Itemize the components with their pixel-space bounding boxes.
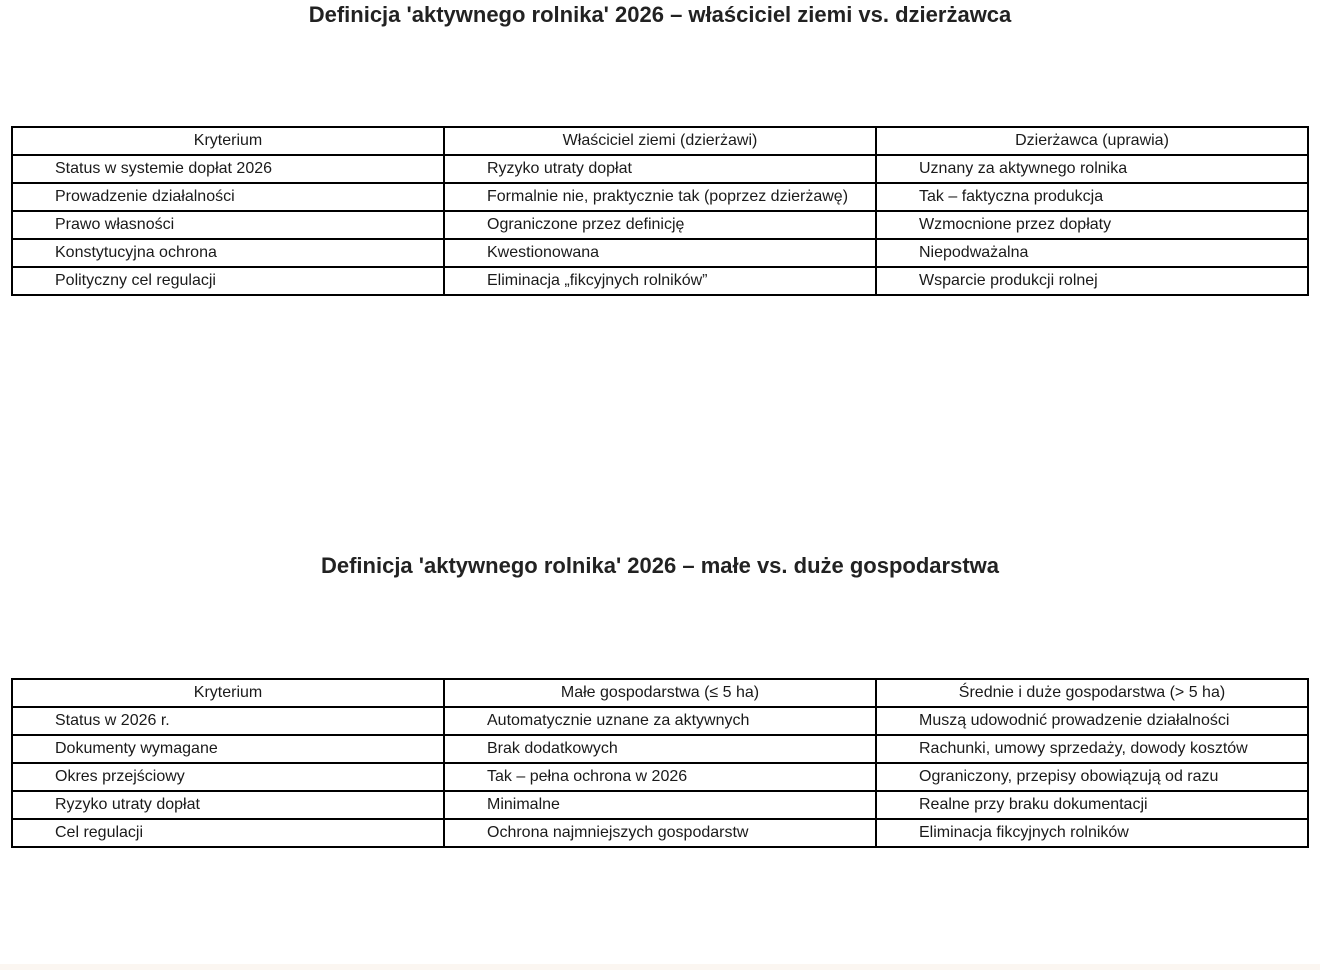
column-header-small-farms: Małe gospodarstwa (≤ 5 ha) xyxy=(444,679,876,707)
table-cell: Tak – faktyczna produkcja xyxy=(876,183,1308,211)
table-cell: Okres przejściowy xyxy=(12,763,444,791)
table-row xyxy=(12,267,1308,295)
column-header-tenant: Dzierżawca (uprawia) xyxy=(876,127,1308,155)
table-row xyxy=(12,183,1308,211)
table-cell: Realne przy braku dokumentacji xyxy=(876,791,1308,819)
table-cell: Status w 2026 r. xyxy=(12,707,444,735)
table-cell: Dokumenty wymagane xyxy=(12,735,444,763)
comparison-table-landowner-vs-tenant xyxy=(11,126,1309,296)
table-cell: Polityczny cel regulacji xyxy=(12,267,444,295)
table-cell: Ryzyko utraty dopłat xyxy=(12,791,444,819)
table-cell: Prawo własności xyxy=(12,211,444,239)
table-header-row xyxy=(12,679,1308,707)
table-cell: Konstytucyjna ochrona xyxy=(12,239,444,267)
column-header-landowner: Właściciel ziemi (dzierżawi) xyxy=(444,127,876,155)
table-row xyxy=(12,735,1308,763)
table-cell: Ryzyko utraty dopłat xyxy=(444,155,876,183)
table-cell: Minimalne xyxy=(444,791,876,819)
table-row xyxy=(12,155,1308,183)
table-cell: Prowadzenie działalności xyxy=(12,183,444,211)
page-bottom-strip xyxy=(0,964,1320,970)
table-row xyxy=(12,211,1308,239)
table-title-small-vs-large-farms: Definicja 'aktywnego rolnika' 2026 – małe vs. duże gospodarstwa xyxy=(320,553,1000,578)
table-cell: Ograniczony, przepisy obowiązują od razu xyxy=(876,763,1308,791)
table-row xyxy=(12,819,1308,847)
table-row xyxy=(12,707,1308,735)
table-cell: Eliminacja fikcyjnych rolników xyxy=(876,819,1308,847)
table-cell: Eliminacja „fikcyjnych rolników” xyxy=(444,267,876,295)
comparison-table-small-vs-large-farms xyxy=(11,678,1309,848)
table-cell: Uznany za aktywnego rolnika xyxy=(876,155,1308,183)
table-row xyxy=(12,791,1308,819)
table-row xyxy=(12,239,1308,267)
table-cell: Ochrona najmniejszych gospodarstw xyxy=(444,819,876,847)
table-cell: Rachunki, umowy sprzedaży, dowody kosztów xyxy=(876,735,1308,763)
table-cell: Cel regulacji xyxy=(12,819,444,847)
column-header-criterion: Kryterium xyxy=(12,679,444,707)
column-header-large-farms: Średnie i duże gospodarstwa (> 5 ha) xyxy=(876,679,1308,707)
table-cell: Muszą udowodnić prowadzenie działalności xyxy=(876,707,1308,735)
table-cell: Wzmocnione przez dopłaty xyxy=(876,211,1308,239)
table-title-landowner-vs-tenant: Definicja 'aktywnego rolnika' 2026 – właściciel ziemi vs. dzierżawca xyxy=(308,2,1012,27)
table-cell: Tak – pełna ochrona w 2026 xyxy=(444,763,876,791)
table-row xyxy=(12,763,1308,791)
table-cell: Ograniczone przez definicję xyxy=(444,211,876,239)
table-cell: Status w systemie dopłat 2026 xyxy=(12,155,444,183)
table-cell: Formalnie nie, praktycznie tak (poprzez dzierżawę) xyxy=(444,183,876,211)
table-cell: Automatycznie uznane za aktywnych xyxy=(444,707,876,735)
table-cell: Brak dodatkowych xyxy=(444,735,876,763)
column-header-criterion: Kryterium xyxy=(12,127,444,155)
table-header-row xyxy=(12,127,1308,155)
table-cell: Kwestionowana xyxy=(444,239,876,267)
table-cell: Niepodważalna xyxy=(876,239,1308,267)
table-cell: Wsparcie produkcji rolnej xyxy=(876,267,1308,295)
